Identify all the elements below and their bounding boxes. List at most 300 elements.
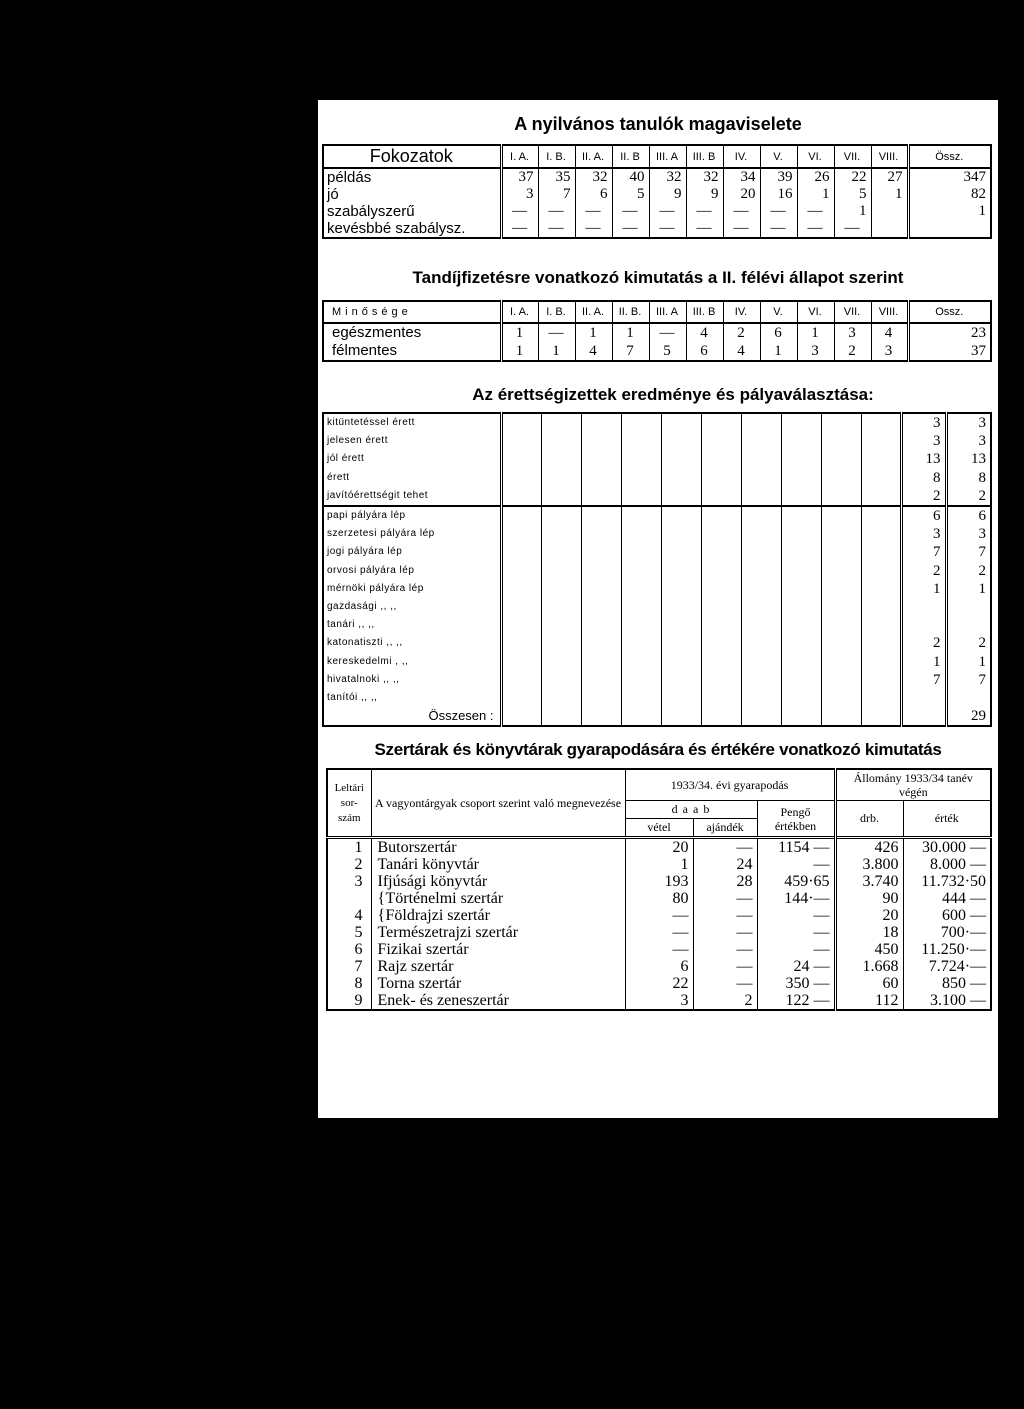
row-label: jól érett [327, 453, 365, 465]
empty-cell [741, 580, 781, 598]
empty-cell [821, 450, 861, 468]
cell: 2 [946, 487, 991, 506]
row-label: katonatiszti ,, ,, [327, 637, 403, 649]
header-cell: d a a b [625, 801, 757, 819]
cell: 1 [871, 186, 908, 203]
cell: 3 [834, 323, 871, 342]
empty-cell [701, 562, 741, 580]
empty-cell [701, 634, 741, 652]
empty-cell [701, 653, 741, 671]
empty-cell [701, 689, 741, 707]
empty-cell [861, 487, 901, 506]
cell: 7 [612, 342, 649, 361]
table-row [327, 975, 991, 992]
header-cell: vétel [625, 819, 693, 838]
row-name: Rajz szertár [371, 958, 625, 975]
cell: 3 [946, 432, 991, 450]
cell: 2 [693, 992, 757, 1010]
empty-cell [821, 653, 861, 671]
row-label: tanítói ,, ,, [327, 692, 378, 704]
cell: 35 [538, 168, 575, 186]
empty-cell [821, 469, 861, 487]
cell: 26 [797, 168, 834, 186]
cell: 459·65 [757, 873, 835, 890]
row-name: Ifjúsági könyvtár [371, 873, 625, 890]
total-value: 29 [946, 707, 991, 726]
empty-cell [861, 413, 901, 432]
empty-cell [781, 616, 821, 634]
empty-cell [661, 689, 701, 707]
cell: — [693, 890, 757, 907]
cell: 444 — [903, 890, 991, 907]
table-row [323, 220, 991, 238]
cell: 8.000 — [903, 856, 991, 873]
cell: 5 [649, 342, 686, 361]
empty-cell [821, 506, 861, 525]
cell: — [625, 941, 693, 958]
empty-cell [781, 469, 821, 487]
cell: 350 — [757, 975, 835, 992]
empty-cell [581, 469, 621, 487]
cell: 7 [901, 671, 946, 689]
empty-cell [541, 689, 581, 707]
cell: 1 [575, 323, 612, 342]
cell: 1 [538, 342, 575, 361]
table-row [323, 653, 991, 671]
header-cell: IV. [723, 145, 760, 168]
table-row [327, 838, 991, 857]
header-cell: III. A [649, 301, 686, 323]
header-cell: II. A. [575, 145, 612, 168]
cell: 37 [501, 168, 538, 186]
cell: — [723, 220, 760, 238]
row-name: Butorszertár [371, 838, 625, 857]
behavior-header-row [323, 145, 991, 168]
table-row [323, 413, 991, 432]
cell [908, 220, 991, 238]
empty-cell [781, 598, 821, 616]
empty-cell [501, 469, 541, 487]
tuition-header-row [323, 301, 991, 323]
cell: 8 [946, 469, 991, 487]
empty-cell [621, 598, 661, 616]
empty-cell [581, 671, 621, 689]
row-label: gazdasági ,, ,, [327, 601, 397, 613]
cell: — [723, 203, 760, 220]
cell: 2 [946, 562, 991, 580]
cell: 13 [946, 450, 991, 468]
empty-cell [861, 450, 901, 468]
empty-cell [541, 543, 581, 561]
row-label: szerzetesi pályára lép [327, 528, 435, 540]
header-cell: I. B. [538, 301, 575, 323]
row-name: Természetrajzi szertár [371, 924, 625, 941]
empty-cell [781, 487, 821, 506]
table-row [323, 616, 991, 634]
table-row [323, 186, 991, 203]
empty-cell [621, 469, 661, 487]
row-number [327, 890, 371, 907]
behavior-table [322, 144, 992, 239]
row-label: papi pályára lép [323, 506, 501, 525]
cell: 3 [901, 413, 946, 432]
empty-cell [821, 598, 861, 616]
cell: 5 [612, 186, 649, 203]
empty-cell [861, 469, 901, 487]
header-cell: V. [760, 301, 797, 323]
cell: 24 — [757, 958, 835, 975]
table-row [327, 941, 991, 958]
header-cell: I. A. [501, 145, 538, 168]
empty-cell [741, 671, 781, 689]
empty-cell [741, 634, 781, 652]
row-label: kevésbbé szabálysz. [327, 220, 466, 237]
empty-cell [821, 580, 861, 598]
empty-cell [861, 506, 901, 525]
empty-cell [661, 562, 701, 580]
empty-cell [701, 469, 741, 487]
row-label: jó [327, 186, 339, 203]
table-row [327, 856, 991, 873]
empty-cell [661, 525, 701, 543]
header-cell: VI. [797, 145, 834, 168]
empty-cell [501, 707, 541, 726]
cell: 9 [686, 186, 723, 203]
cell: 1 [797, 186, 834, 203]
empty-cell [741, 487, 781, 506]
empty-cell [501, 525, 541, 543]
empty-cell [741, 689, 781, 707]
header-cell: drb. [835, 801, 903, 838]
cell: 6 [686, 342, 723, 361]
empty-cell [661, 413, 701, 432]
table-row [323, 543, 991, 561]
empty-cell [701, 580, 741, 598]
cell: — [797, 203, 834, 220]
cell: 3.740 [835, 873, 903, 890]
cell: 27 [871, 168, 908, 186]
cell [871, 203, 908, 220]
empty-cell [541, 432, 581, 450]
cell: 1 [760, 342, 797, 361]
cell: 2 [901, 487, 946, 506]
total-row [323, 707, 991, 726]
empty-cell [661, 598, 701, 616]
empty-cell [581, 487, 621, 506]
empty-cell [501, 653, 541, 671]
cell: 3 [901, 525, 946, 543]
empty-cell [621, 450, 661, 468]
empty-cell [621, 525, 661, 543]
empty-cell [501, 616, 541, 634]
row-name: Torna szertár [371, 975, 625, 992]
empty-cell [501, 634, 541, 652]
empty-cell [501, 487, 541, 506]
empty-cell [861, 634, 901, 652]
cell: 6 [901, 506, 946, 525]
row-label: orvosi pályára lép [327, 564, 415, 576]
empty-cell [621, 616, 661, 634]
empty-cell [661, 450, 701, 468]
cell [901, 598, 946, 616]
cell: 4 [871, 323, 908, 342]
cell: 8 [901, 469, 946, 487]
row-label: szabályszerű [327, 203, 415, 220]
row-label: kereskedelmi , ,, [327, 655, 409, 667]
empty-cell [781, 634, 821, 652]
empty-cell [661, 506, 701, 525]
header-cell: II. B. [612, 301, 649, 323]
cell: — [649, 203, 686, 220]
empty-cell [701, 413, 741, 432]
row-label: félmentes [332, 342, 398, 359]
table-row [323, 506, 991, 525]
empty-cell [781, 562, 821, 580]
empty-cell [621, 653, 661, 671]
cell: 16 [760, 186, 797, 203]
cell: 1 [901, 653, 946, 671]
header-cell: I. B. [538, 145, 575, 168]
empty-cell [661, 653, 701, 671]
cell: — [649, 220, 686, 238]
cell: 3 [797, 342, 834, 361]
cell: 1 [908, 203, 991, 220]
cell [946, 616, 991, 634]
empty-cell [661, 616, 701, 634]
row-number: 9 [354, 992, 363, 1009]
cell: 7 [538, 186, 575, 203]
empty-cell [821, 671, 861, 689]
empty-cell [741, 562, 781, 580]
row-label: hivatalnoki ,, ,, [327, 673, 400, 685]
empty-cell [501, 671, 541, 689]
table-row [323, 450, 991, 468]
graduation-title: Az érettségizettek eredménye és pályaválasztása: [472, 385, 874, 404]
cell: 2 [946, 634, 991, 652]
cell: 20 [835, 907, 903, 924]
cell: 1 [797, 323, 834, 342]
table-row [327, 958, 991, 975]
header-cell: Leltári sor-szám [327, 769, 371, 838]
empty-cell [781, 653, 821, 671]
header-cell: Pengő értékben [757, 801, 835, 838]
empty-cell [621, 432, 661, 450]
empty-cell [501, 580, 541, 598]
empty-cell [701, 450, 741, 468]
empty-cell [901, 707, 946, 726]
empty-cell [621, 506, 661, 525]
empty-cell [701, 598, 741, 616]
empty-cell [821, 543, 861, 561]
header-cell: IV. [723, 301, 760, 323]
cell: 30.000 — [903, 838, 991, 857]
table-row [323, 342, 991, 361]
table-row [323, 323, 991, 342]
empty-cell [741, 525, 781, 543]
header-cell: Fokozatok [323, 145, 501, 168]
cell: 193 [625, 873, 693, 890]
cell: 22 [834, 168, 871, 186]
cell: 3 [946, 413, 991, 432]
cell: — [693, 838, 757, 857]
header-cell: A vagyontárgyak csoport szerint való megnevezése [371, 769, 625, 838]
empty-cell [501, 543, 541, 561]
table-row [327, 907, 991, 924]
cell: 3 [946, 525, 991, 543]
header-cell: Össz. [908, 145, 991, 168]
cell: — [760, 220, 797, 238]
empty-cell [581, 689, 621, 707]
cell: 3.100 — [903, 992, 991, 1010]
cell: — [693, 924, 757, 941]
empty-cell [501, 432, 541, 450]
cell: — [757, 941, 835, 958]
header-cell: VIII. [871, 145, 908, 168]
empty-cell [541, 506, 581, 525]
cell: — [538, 323, 575, 342]
cell: 34 [723, 168, 760, 186]
collections-table [326, 768, 992, 1011]
cell: 13 [901, 450, 946, 468]
empty-cell [541, 616, 581, 634]
cell: — [693, 907, 757, 924]
empty-cell [541, 450, 581, 468]
table-row [323, 634, 991, 652]
cell: 82 [908, 186, 991, 203]
header-cell: ajándék [693, 819, 757, 838]
table-row [323, 168, 991, 186]
empty-cell [501, 506, 541, 525]
cell: 2 [723, 323, 760, 342]
empty-cell [581, 653, 621, 671]
cell: 1 [501, 323, 538, 342]
empty-cell [781, 671, 821, 689]
cell: 1 [501, 342, 538, 361]
cell: — [760, 203, 797, 220]
cell: — [501, 220, 538, 238]
header-cell: VIII. [871, 301, 908, 323]
empty-cell [821, 616, 861, 634]
cell: 5 [834, 186, 871, 203]
empty-cell [661, 469, 701, 487]
empty-cell [541, 707, 581, 726]
cell: 6 [625, 958, 693, 975]
cell: — [693, 958, 757, 975]
empty-cell [781, 450, 821, 468]
empty-cell [541, 487, 581, 506]
cell: 7 [946, 543, 991, 561]
empty-cell [541, 580, 581, 598]
cell: — [693, 941, 757, 958]
cell: — [575, 203, 612, 220]
table-row [327, 924, 991, 941]
cell: — [757, 924, 835, 941]
empty-cell [701, 487, 741, 506]
empty-cell [621, 689, 661, 707]
empty-cell [821, 487, 861, 506]
cell: — [649, 323, 686, 342]
header-cell: V. [760, 145, 797, 168]
empty-cell [781, 413, 821, 432]
document-page [318, 100, 998, 1118]
cell: 90 [835, 890, 903, 907]
cell: 1154 — [757, 838, 835, 857]
empty-cell [541, 653, 581, 671]
empty-cell [781, 707, 821, 726]
header-cell: Minősége [323, 301, 501, 323]
cell: 600 — [903, 907, 991, 924]
empty-cell [701, 506, 741, 525]
empty-cell [741, 707, 781, 726]
empty-cell [501, 562, 541, 580]
header-cell: VII. [834, 145, 871, 168]
cell: 40 [612, 168, 649, 186]
cell: 9 [649, 186, 686, 203]
row-label: kitüntetéssel érett [327, 417, 415, 428]
cell: — [757, 907, 835, 924]
graduation-table [322, 412, 992, 727]
total-label: Összesen : [428, 708, 494, 724]
table-row [323, 487, 991, 506]
row-number: 8 [354, 975, 363, 992]
cell: 20 [625, 838, 693, 857]
row-label: jogi pályára lép [327, 546, 403, 558]
row-number: 3 [354, 873, 363, 890]
cell: 6 [575, 186, 612, 203]
empty-cell [541, 413, 581, 432]
row-label: mérnöki pályára lép [327, 582, 424, 594]
empty-cell [501, 413, 541, 432]
empty-cell [821, 432, 861, 450]
empty-cell [821, 525, 861, 543]
empty-cell [821, 634, 861, 652]
cell: 1 [946, 653, 991, 671]
cell: 347 [908, 168, 991, 186]
cell: — [625, 907, 693, 924]
cell: 6 [946, 506, 991, 525]
cell: — [686, 203, 723, 220]
cell: — [538, 220, 575, 238]
empty-cell [861, 671, 901, 689]
empty-cell [741, 469, 781, 487]
empty-cell [621, 562, 661, 580]
cell: — [501, 203, 538, 220]
cell: — [757, 856, 835, 873]
collections-header-row-1 [327, 769, 991, 801]
empty-cell [781, 525, 821, 543]
empty-cell [701, 525, 741, 543]
empty-cell [581, 616, 621, 634]
empty-cell [861, 432, 901, 450]
cell: 23 [908, 323, 991, 342]
cell: 3 [871, 342, 908, 361]
cell: 426 [835, 838, 903, 857]
cell: 11.250·— [903, 941, 991, 958]
empty-cell [701, 616, 741, 634]
empty-cell [701, 543, 741, 561]
empty-cell [581, 506, 621, 525]
row-number: 7 [354, 958, 363, 975]
empty-cell [541, 671, 581, 689]
cell: 32 [686, 168, 723, 186]
empty-cell [581, 562, 621, 580]
cell: 39 [760, 168, 797, 186]
empty-cell [581, 450, 621, 468]
empty-cell [501, 689, 541, 707]
empty-cell [821, 707, 861, 726]
cell: 1.668 [835, 958, 903, 975]
cell [946, 598, 991, 616]
